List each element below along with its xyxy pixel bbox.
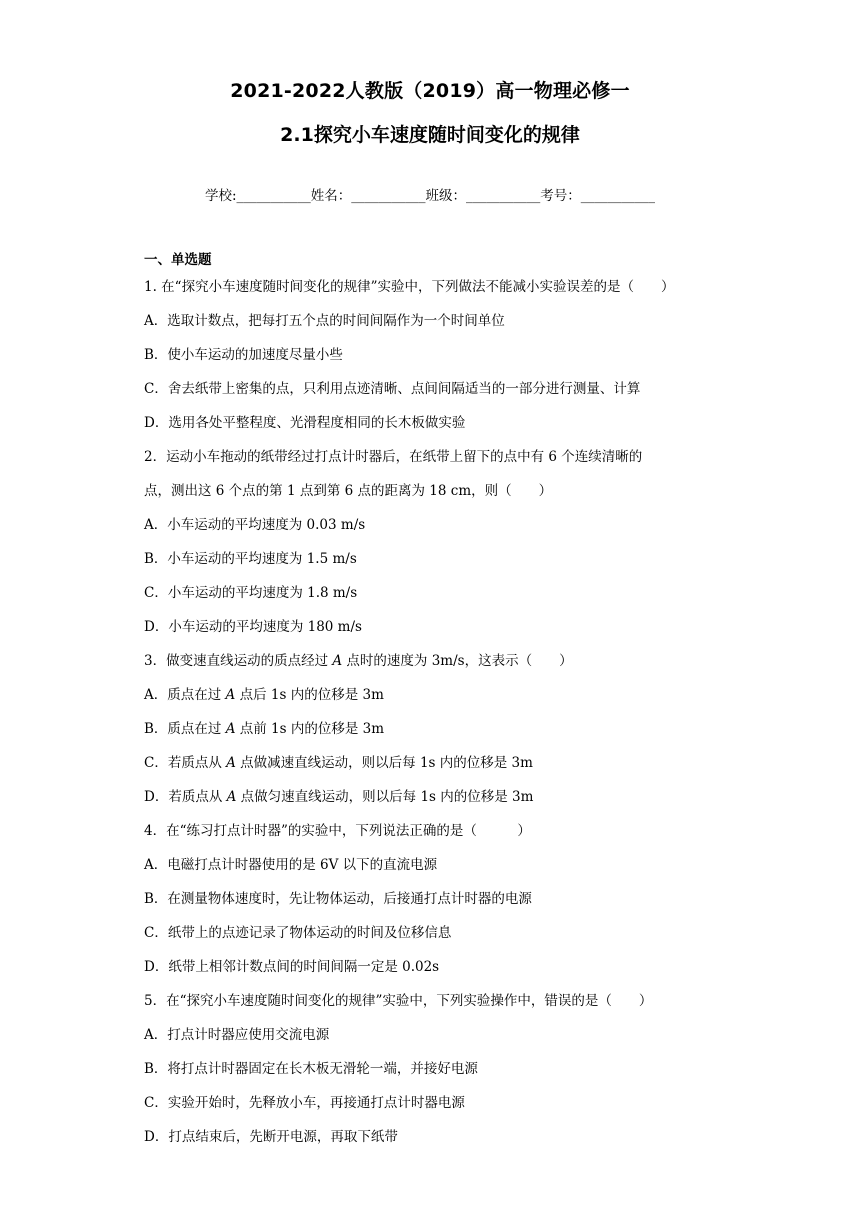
document-title: 2021-2022人教版（2019）高一物理必修一 [230, 80, 630, 102]
option-text: 点做减速直线运动，则以后每 1s 内的位移是 3m [235, 755, 533, 771]
question-5-option-d: D．打点结束后，先断开电源，再取下纸带 [144, 1129, 398, 1145]
question-5-option-a: A．打点计时器应使用交流电源 [144, 1027, 330, 1043]
question-3-stem [144, 649, 573, 669]
question-4-option-c: C．纸带上的点迹记录了物体运动的时间及位移信息 [144, 925, 452, 941]
question-5-stem: 5．在“探究小车速度随时间变化的规律”实验中，下列实验操作中，错误的是（ ） [144, 993, 653, 1009]
option-text: 点后 1s 内的位移是 3m [235, 687, 384, 703]
option-text: D．若质点从 [144, 789, 227, 805]
question-2-option-d: D．小车运动的平均速度为 180 m/s [144, 619, 362, 635]
question-5-option-b: B．将打点计时器固定在长木板无滑轮一端，并接好电源 [144, 1061, 478, 1077]
question-2-option-b: B．小车运动的平均速度为 1.5 m/s [144, 551, 357, 567]
question-3-option-c [144, 751, 533, 771]
point-label: A [226, 755, 236, 771]
question-4-option-a: A．电磁打点计时器使用的是 6V 以下的直流电源 [144, 857, 438, 873]
option-text: 点前 1s 内的位移是 3m [235, 721, 385, 737]
question-4-option-d: D．纸带上相邻计数点间的时间间隔一定是 0.02s [144, 959, 440, 975]
question-1-option-b: B．使小车运动的加速度尽量小些 [144, 347, 343, 363]
question-1-option-d: D．选用各处平整程度、光滑程度相同的长木板做实验 [144, 415, 466, 431]
option-text: B．质点在过 [144, 721, 226, 737]
option-text: C．若质点从 [144, 755, 227, 771]
section-title: 一、单选题 [144, 252, 212, 268]
question-1-stem: 1. 在“探究小车速度随时间变化的规律”实验中，下列做法不能减小实验误差的是（ ） [144, 279, 675, 295]
point-label: A [226, 789, 237, 805]
question-1-option-a: A．选取计数点，把每打五个点的时间间隔作为一个时间单位 [144, 313, 505, 329]
question-3-option-a [144, 683, 384, 703]
question-1-option-c: C．舍去纸带上密集的点，只利用点迹清晰、点间间隔适当的一部分进行测量、计算 [144, 381, 641, 397]
question-3-option-d [144, 785, 533, 805]
point-label: A [225, 687, 236, 703]
student-info-line: 学校:___________姓名：___________班级：___________考号：___________ [204, 188, 656, 204]
question-3-stem-text: 点时的速度为 3m/s，这表示（ ） [342, 653, 573, 669]
point-label: A [332, 653, 343, 669]
question-2-option-c: C．小车运动的平均速度为 1.8 m/s [144, 585, 358, 601]
question-4-option-b: B．在测量物体速度时，先让物体运动，后接通打点计时器的电源 [144, 891, 532, 907]
option-text: A．质点在过 [144, 687, 226, 703]
question-2-option-a: A．小车运动的平均速度为 0.03 m/s [144, 517, 366, 533]
option-text: 点做匀速直线运动，则以后每 1s 内的位移是 3m [236, 789, 534, 805]
point-label: A [225, 721, 236, 737]
question-4-stem: 4．在“练习打点计时器”的实验中，下列说法正确的是（ ） [144, 823, 531, 839]
question-3-option-b [144, 717, 384, 737]
document-subtitle: 2.1探究小车速度随时间变化的规律 [280, 124, 580, 146]
question-2-stem: 2．运动小车拖动的纸带经过打点计时器后，在纸带上留下的点中有 6 个连续清晰的 [144, 449, 643, 465]
question-5-option-c: C．实验开始时，先释放小车，再接通打点计时器电源 [144, 1095, 465, 1111]
question-3-stem-text: 3．做变速直线运动的质点经过 [144, 653, 333, 669]
question-2-stem-cont: 点，测出这 6 个点的第 1 点到第 6 点的距离为 18 cm，则（ ） [144, 483, 553, 499]
